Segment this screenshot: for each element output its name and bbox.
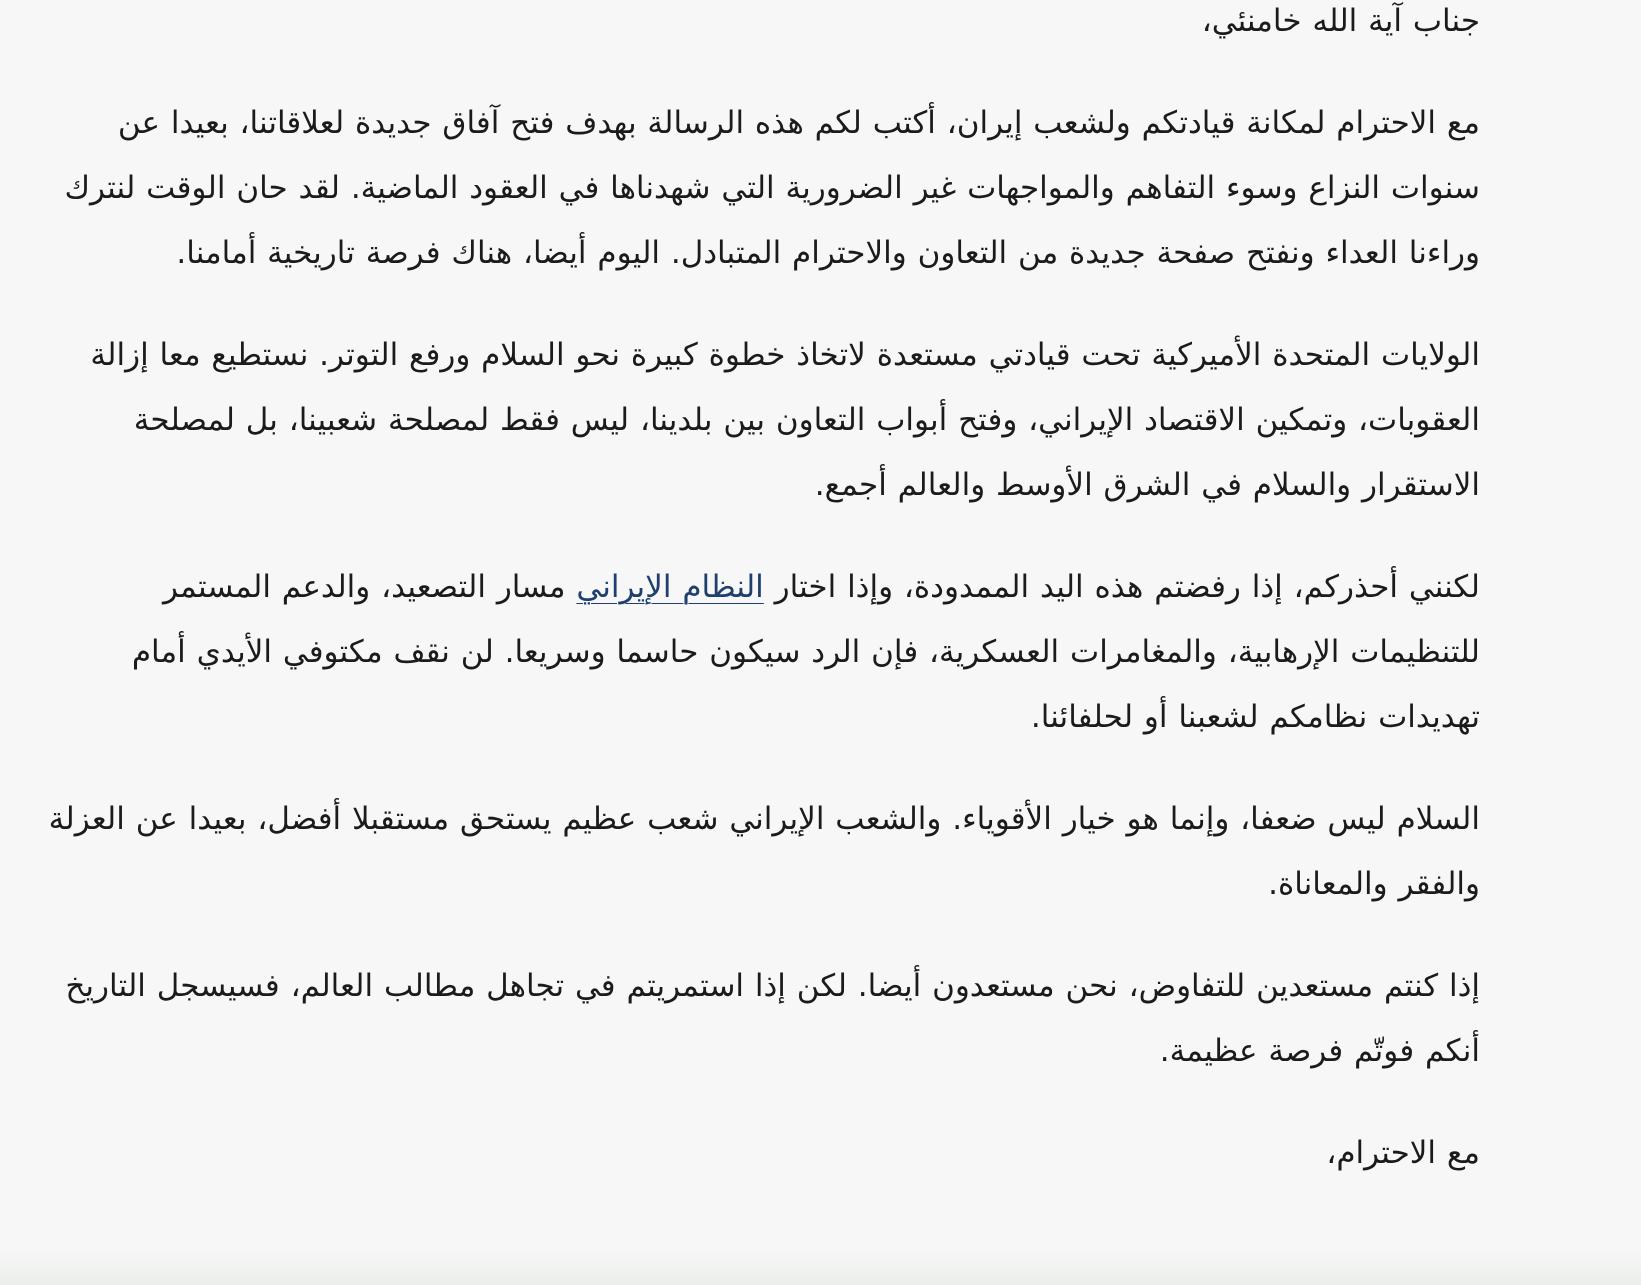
paragraph-3-before-link: لكنني أحذركم، إذا رفضتم هذه اليد الممدودة، وإذا اختار [763,569,1480,605]
paragraph-1: مع الاحترام لمكانة قيادتكم ولشعب إيران، أكتب لكم هذه الرسالة بهدف فتح آفاق جديدة لعلاقاتنا، بعيدا عن سنوات النزاع وسوء التفاهم والمواجهات غير الضرورية التي شهدناها في العقود الماضية. لقد حان الوقت لنترك وراءنا العداء ونفتح صفحة جديدة من التعاون والاحترام المتبادل. اليوم أيضا، هناك فرصة تاريخية أمامنا. [64,105,1480,271]
paragraph-5: إذا كنتم مستعدين للتفاوض، نحن مستعدون أيضا. لكن إذا استمريتم في تجاهل مطالب العالم، فسيسجل التاريخ أنكم فوتّم فرصة عظيمة. [65,968,1480,1069]
iranian-regime-link[interactable]: النظام الإيراني [576,569,764,605]
salutation: جناب آية الله خامنئي، [1201,3,1480,39]
paragraph-3-after-link: مسار التصعيد، والدعم المستمر للتنظيمات الإرهابية، والمغامرات العسكرية، فإن الرد سيكون حاسما وسريعا. لن نقف مكتوفي الأيدي أمام تهديدات نظامكم لشعبنا أو لحلفائنا. [131,569,1480,735]
closing: مع الاحترام، [1326,1135,1480,1171]
article-column [28,0,1480,1186]
paragraph-2: الولايات المتحدة الأميركية تحت قيادتي مستعدة لاتخاذ خطوة كبيرة نحو السلام ورفع التوتر. نستطيع معا إزالة العقوبات، وتمكين الاقتصاد الإيراني، وفتح أبواب التعاون بين بلدينا، ليس فقط لمصلحة شعبينا، بل لمصلحة الاستقرار والسلام في الشرق الأوسط والعالم أجمع. [90,337,1480,503]
paragraph-3 [28,555,1480,750]
paragraph-4: السلام ليس ضعفا، وإنما هو خيار الأقوياء. والشعب الإيراني شعب عظيم يستحق مستقبلا أفضل، بعيدا عن العزلة والفقر والمعاناة. [48,801,1480,902]
bottom-fade [0,1249,1641,1285]
